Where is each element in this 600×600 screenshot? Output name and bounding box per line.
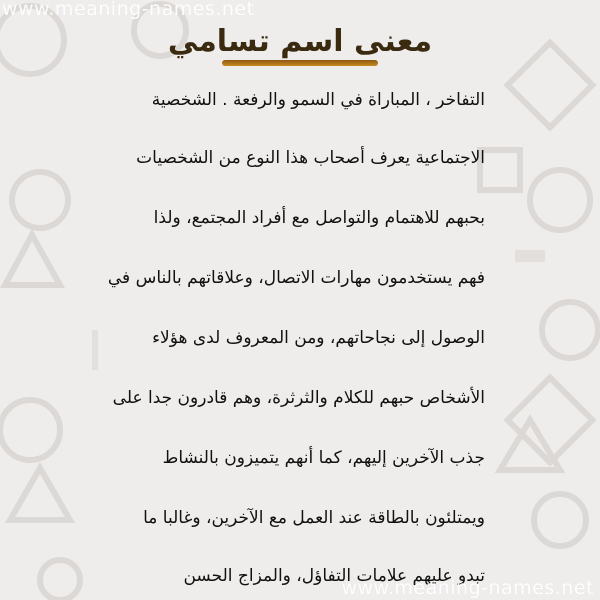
watermark-bottom: www.meaning-names.net [341, 577, 594, 599]
text-line: فهم يستخدمون مهارات الاتصال، وعلاقاتهم بالناس في [107, 268, 485, 288]
text-line: الوصول إلى نجاحاتهم، ومن المعروف لدى هؤلاء [152, 328, 485, 348]
text-line: التفاخر ، المباراة في السمو والرفعة . الشخصية [151, 90, 485, 110]
text-line: الأشخاص حبهم للكلام والثرثرة، وهم قادرون جدا على [112, 388, 485, 408]
watermark-top: www.meaning-names.net [2, 0, 255, 20]
text-line: بحبهم للاهتمام والتواصل مع أفراد المجتمع، ولذا [153, 208, 485, 228]
text-line: تبدو عليهم علامات التفاؤل، والمزاج الحسن [183, 566, 485, 586]
page-title: معنى اسم تسامي [167, 24, 433, 59]
text-line: ويمتلئون بالطاقة عند العمل مع الآخرين، وغالبا ما [143, 508, 485, 528]
text-line: جذب الآخرين إليهم، كما أنهم يتميزون بالنشاط [162, 448, 485, 468]
text-line: الاجتماعية يعرف أصحاب هذا النوع من الشخصيات [136, 148, 485, 168]
